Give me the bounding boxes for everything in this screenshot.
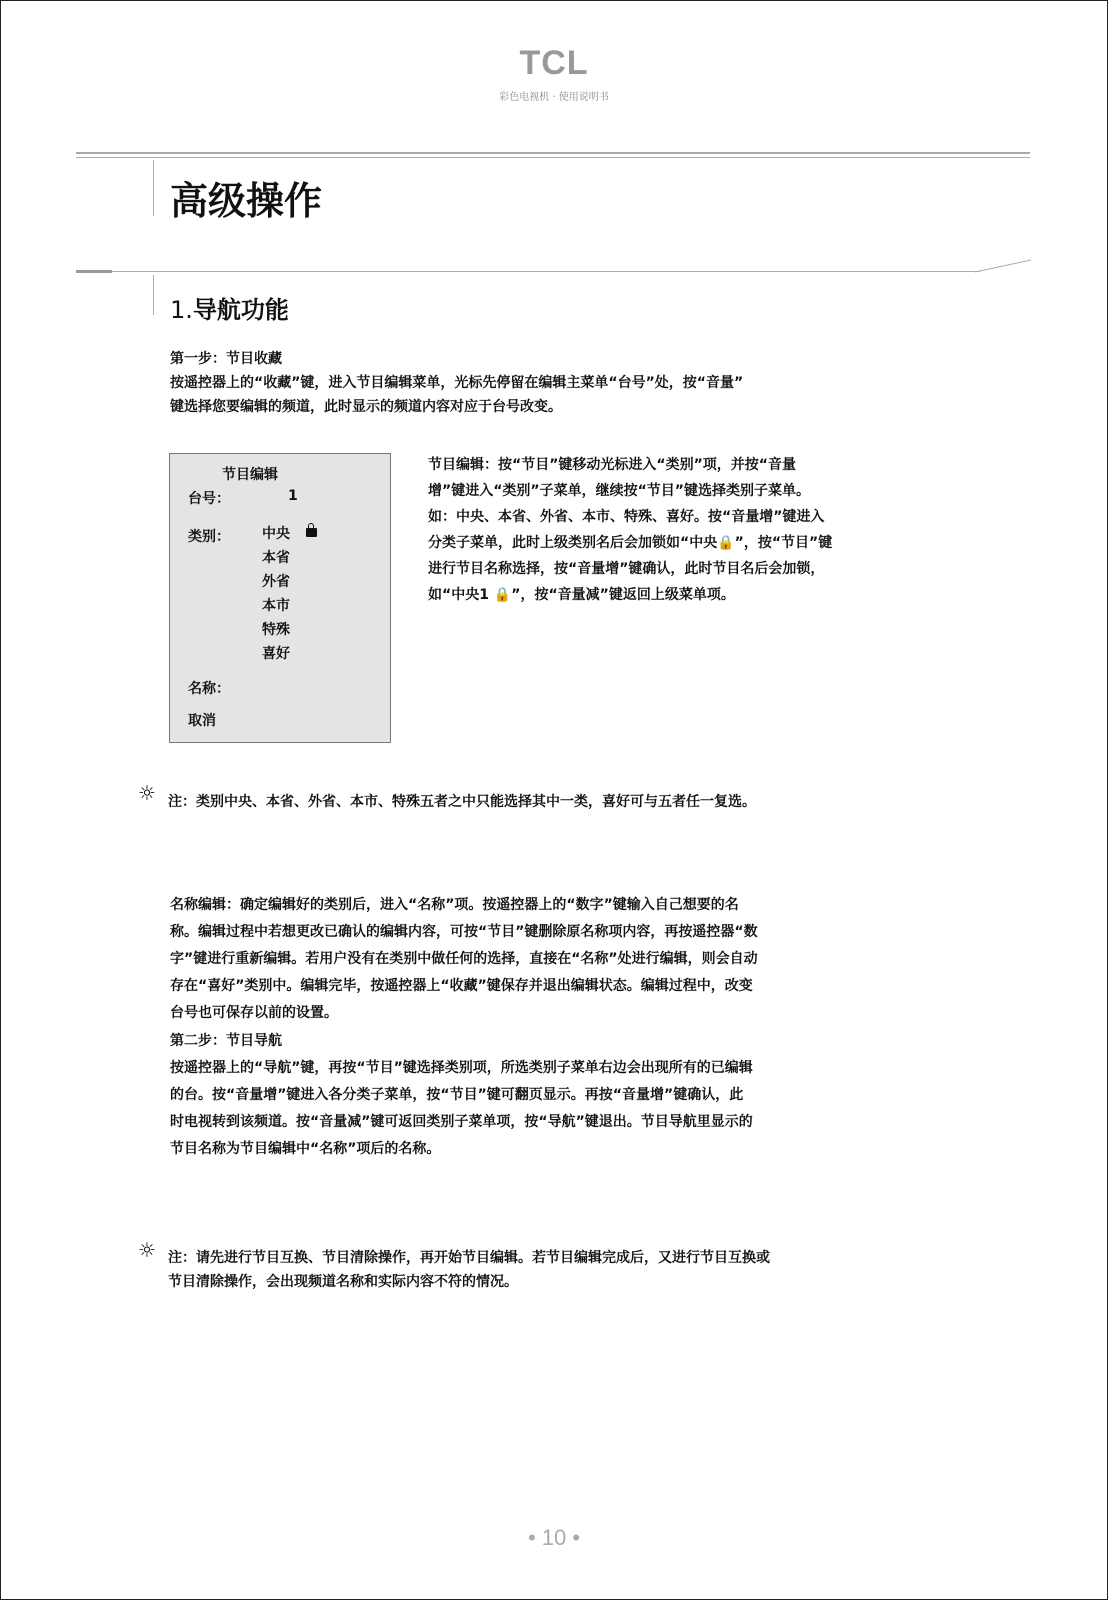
menu-category-item: 喜好 bbox=[262, 646, 290, 662]
step2-heading: 第二步：节目导航 bbox=[170, 1033, 282, 1049]
menu-category-item: 本市 bbox=[262, 598, 290, 614]
edit-text-line: 进行节目名称选择，按“音量增”键确认，此时节目名后会加锁， bbox=[428, 561, 825, 577]
menu-category-item: 本省 bbox=[262, 550, 290, 566]
edit-text-line: 如：中央、本省、外省、本市、特殊、喜好。按“音量增”键进入 bbox=[428, 509, 825, 525]
header-rule-top bbox=[76, 152, 1030, 154]
chapter-divider-vertical bbox=[153, 160, 154, 216]
bulb-icon: ☼ bbox=[138, 781, 156, 805]
section-rule-slope bbox=[975, 258, 1035, 274]
name-edit-line: 称。编辑过程中若想更改已确认的编辑内容，可按“节目”键删除原名称项内容，再按遥控器“数 bbox=[170, 924, 758, 940]
step2-line: 节目名称为节目编辑中“名称”项后的名称。 bbox=[170, 1141, 441, 1157]
menu-title: 节目编辑 bbox=[222, 467, 278, 483]
note-2-line: 注：请先进行节目互换、节目清除操作，再开始节目编辑。若节目编辑完成后，又进行节目互换或 bbox=[168, 1250, 770, 1266]
header-rule-bottom bbox=[76, 157, 1030, 158]
name-edit-line: 字”键进行重新编辑。若用户没有在类别中做任何的选择，直接在“名称”处进行编辑，则会自动 bbox=[170, 951, 758, 967]
name-edit-line: 存在“喜好”类别中。编辑完毕，按遥控器上“收藏”键保存并退出编辑状态。编辑过程中，改变 bbox=[170, 978, 753, 994]
edit-text-line: 增”键进入“类别”子菜单，继续按“节目”键选择类别子菜单。 bbox=[428, 483, 811, 499]
step2-line: 时电视转到该频道。按“音量减”键可返回类别子菜单项，按“导航”键退出。节目导航里显示的 bbox=[170, 1114, 753, 1130]
section-rule-accent bbox=[76, 270, 112, 273]
bulb-icon: ☼ bbox=[138, 1238, 156, 1262]
menu-category-item: 中央 bbox=[262, 522, 317, 546]
step1-line: 键选择您要编辑的频道，此时显示的频道内容对应于台号改变。 bbox=[170, 399, 562, 415]
step2-line: 按遥控器上的“导航”键，再按“节目”键选择类别项，所选类别子菜单右边会出现所有的已编辑 bbox=[170, 1060, 753, 1076]
name-edit-line: 名称编辑：确定编辑好的类别后，进入“名称”项。按遥控器上的“数字”键输入自己想要的名 bbox=[170, 897, 739, 913]
menu-category-item: 外省 bbox=[262, 574, 290, 590]
section-number: 1. bbox=[170, 296, 193, 324]
menu-channel-label: 台号： bbox=[188, 491, 230, 507]
menu-category-label: 类别： bbox=[188, 529, 230, 545]
section-divider-vertical bbox=[153, 275, 154, 315]
section-title-text: 导航功能 bbox=[192, 296, 289, 324]
chapter-title: 高级操作 bbox=[170, 179, 323, 223]
menu-channel-value: 1 bbox=[288, 488, 298, 504]
tcl-logo: TCL bbox=[519, 44, 589, 82]
page-number: • 10 • bbox=[527, 1525, 581, 1550]
menu-category-item: 特殊 bbox=[262, 622, 290, 638]
header-subtitle: 彩色电视机 · 使用说明书 bbox=[499, 92, 609, 103]
program-edit-menu bbox=[169, 453, 391, 743]
lock-icon bbox=[306, 528, 317, 537]
step1-line: 按遥控器上的“收藏”键，进入节目编辑菜单，光标先停留在编辑主菜单“台号”处，按“音量” bbox=[170, 375, 744, 391]
edit-text-line: 分类子菜单，此时上级类别名后会加锁如“中央🔒”，按“节目”键 bbox=[428, 535, 833, 551]
section-title bbox=[170, 290, 289, 325]
section-rule bbox=[112, 271, 980, 272]
note-2-line: 节目清除操作，会出现频道名称和实际内容不符的情况。 bbox=[168, 1274, 518, 1290]
edit-text-line: 节目编辑：按“节目”键移动光标进入“类别”项，并按“音量 bbox=[428, 457, 797, 473]
step2-line: 的台。按“音量增”键进入各分类子菜单，按“节目”键可翻页显示。再按“音量增”键确认，此 bbox=[170, 1087, 744, 1103]
note-1: 注：类别中央、本省、外省、本市、特殊五者之中只能选择其中一类，喜好可与五者任一复选。 bbox=[168, 794, 756, 810]
edit-text-line: 如“中央1 🔒”，按“音量减”键返回上级菜单项。 bbox=[428, 587, 735, 603]
menu-cancel-label: 取消 bbox=[188, 713, 216, 729]
name-edit-line: 台号也可保存以前的设置。 bbox=[170, 1005, 338, 1021]
menu-name-label: 名称： bbox=[188, 681, 230, 697]
step1-heading: 第一步：节目收藏 bbox=[170, 351, 282, 367]
